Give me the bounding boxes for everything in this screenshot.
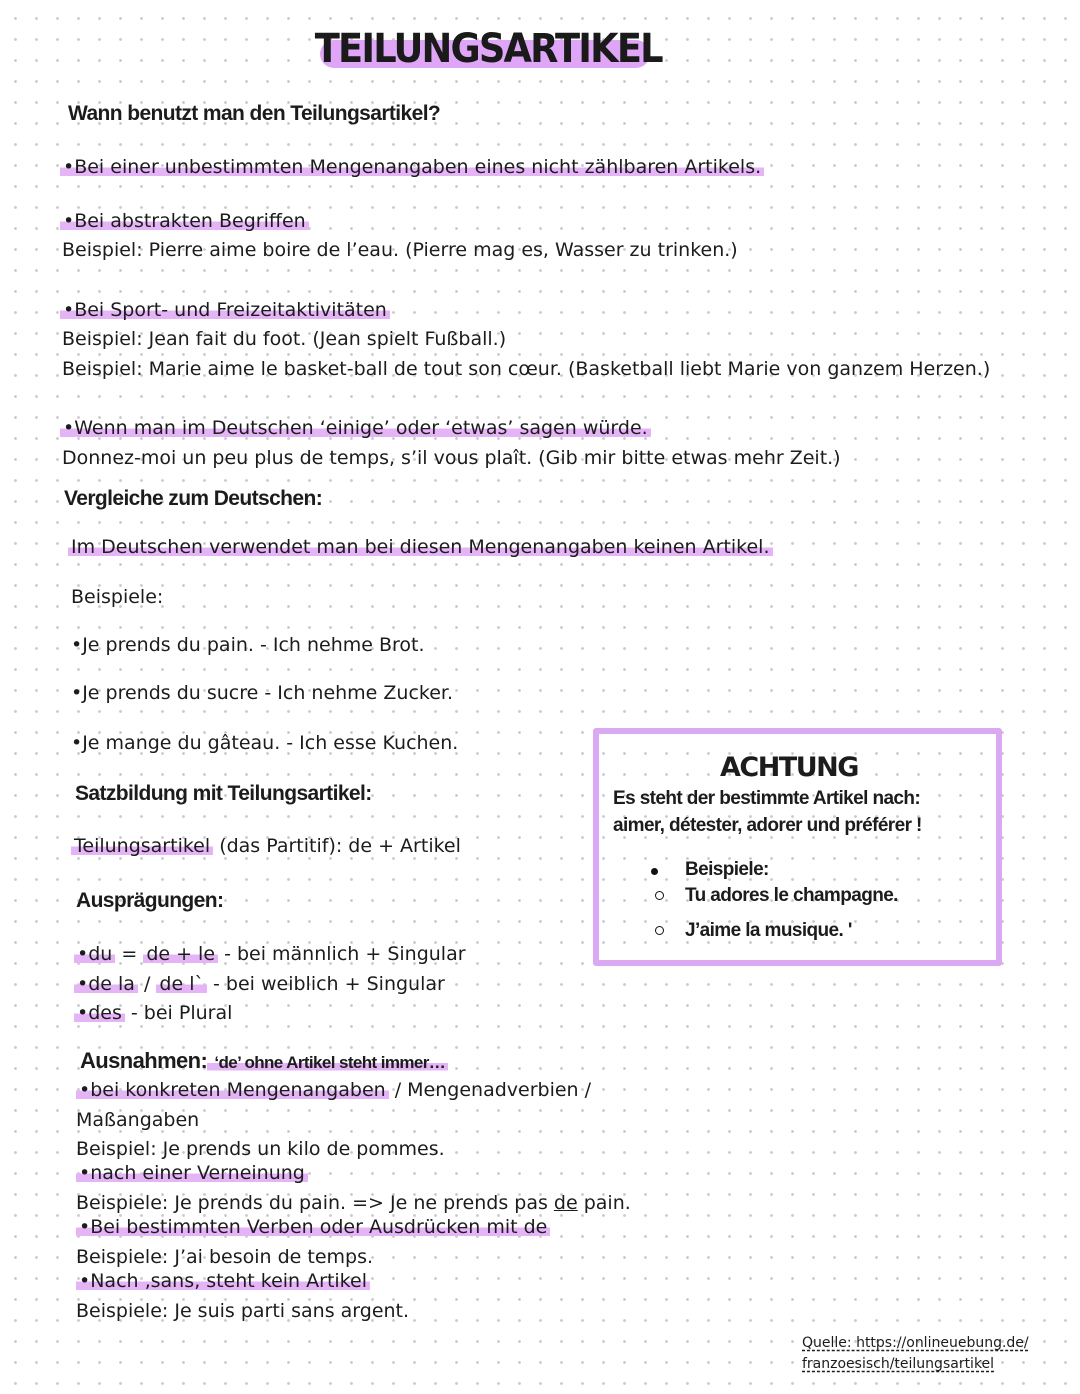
exception-negation: •nach einer Verneinung xyxy=(76,1162,308,1184)
attention-example-1: Tu adores le champagne. xyxy=(685,885,898,906)
exception-quantity-term: •bei konkreten Mengenangaben xyxy=(76,1079,389,1101)
examples-label: Beispiele: xyxy=(71,586,164,608)
exception-sans: •Nach ‚sans‚ steht kein Artikel xyxy=(76,1270,370,1292)
exception-quantity xyxy=(76,1079,591,1101)
bullet-abstract: •Bei abstrakten Begriffen xyxy=(60,210,309,232)
bullet-sport: •Bei Sport- und Freizeitaktivitäten xyxy=(60,299,390,321)
attention-example-2: J’aime la musique. ' xyxy=(685,920,852,941)
comparison-heading: Vergleiche zum Deutschen: xyxy=(64,487,323,510)
exception-quantity-rest: / Mengenadverbien / xyxy=(388,1079,592,1101)
form-des-term: •des xyxy=(74,1002,125,1024)
source-line-1 xyxy=(802,1335,1029,1351)
page-title: TEILUNGSARTIKEL xyxy=(314,26,662,72)
comparison-text: Im Deutschen verwendet man bei diesen Mengenangaben keinen Artikel. xyxy=(68,536,773,558)
form-de-la-desc: - bei weiblich + Singular xyxy=(206,973,445,995)
attention-examples-label: Beispiele: xyxy=(685,859,769,880)
example-sugar: •Je prends du sucre - Ich nehme Zucker. xyxy=(71,682,454,704)
exception-negation-example xyxy=(76,1192,631,1214)
partitif-rule: (das Partitif): de + Artikel xyxy=(213,835,461,857)
form-du-def: de + le xyxy=(143,943,218,965)
form-des xyxy=(74,1002,232,1024)
exception-sans-example: Beispiele: Je suis parti sans argent. xyxy=(76,1300,410,1322)
example-bread: •Je prends du pain. - Ich nehme Brot. xyxy=(71,634,425,656)
example-einige-etwas: Donnez-moi un peu plus de temps, s’il vous plaît. (Gib mir bitte etwas mehr Zeit.) xyxy=(62,447,841,469)
example-sport-2: Beispiel: Marie aime le basket-ball de tout son cœur. (Basketball liebt Marie von ganzem Herzen.) xyxy=(62,358,991,380)
form-de-la-term: •de la xyxy=(74,973,138,995)
form-de-l-term: de l` xyxy=(156,973,207,995)
form-des-desc: - bei Plural xyxy=(124,1002,233,1024)
partitif-line xyxy=(71,835,461,857)
forms-heading: Ausprägungen: xyxy=(76,889,224,912)
attention-title: ACHTUNG xyxy=(720,752,858,783)
exception-quantity-2: Maßangaben xyxy=(76,1109,200,1131)
example-sport-1: Beispiel: Jean fait du foot. (Jean spielt Fußball.) xyxy=(62,328,507,350)
negation-example-a: Beispiele: Je prends du pain. => Je ne prends pas xyxy=(76,1192,554,1214)
form-du-desc: - bei männlich + Singular xyxy=(218,943,466,965)
negation-example-c: pain. xyxy=(577,1192,631,1214)
exception-verbs-example: Beispiele: J’ai besoin de temps. xyxy=(76,1246,374,1268)
exceptions-subtitle: ‘de’ ohne Artikel steht immer… xyxy=(207,1053,448,1072)
source-link-2[interactable]: franzoesisch/teilungsartikel xyxy=(802,1356,995,1372)
bullet-uncountable: •Bei einer unbestimmten Mengenangaben eines nicht zählbaren Artikels. xyxy=(60,156,764,178)
bullet-dot-icon xyxy=(651,868,658,875)
sentence-heading: Satzbildung mit Teilungsartikel: xyxy=(75,782,372,805)
attention-line-2: aimer, détester, adorer und préférer ! xyxy=(613,815,922,836)
source-line-2 xyxy=(802,1356,994,1372)
exception-quantity-example: Beispiel: Je prends un kilo de pommes. xyxy=(76,1138,445,1160)
bullet-einige-etwas: •Wenn man im Deutschen ‘einige’ oder ‘etwas’ sagen würde. xyxy=(60,417,651,439)
attention-line-1: Es steht der bestimmte Artikel nach: xyxy=(613,788,921,809)
bullet-circle-icon xyxy=(655,926,664,935)
form-de-la xyxy=(74,973,445,995)
form-du-eq: = xyxy=(115,943,144,965)
source-link-1[interactable]: Quelle: https://onlineuebung.de/ xyxy=(802,1335,1029,1351)
example-cake: •Je mange du gâteau. - Ich esse Kuchen. xyxy=(71,732,459,754)
form-du xyxy=(74,943,466,965)
exceptions-heading xyxy=(80,1048,448,1074)
question-heading: Wann benutzt man den Teilungsartikel? xyxy=(68,102,441,125)
form-de-la-sep: / xyxy=(137,973,157,995)
form-du-term: •du xyxy=(74,943,115,965)
partitif-term: Teilungsartikel xyxy=(71,835,213,857)
negation-example-de: de xyxy=(553,1192,578,1214)
exception-verbs: •Bei bestimmten Verben oder Ausdrücken mit de xyxy=(76,1216,550,1238)
example-abstract: Beispiel: Pierre aime boire de l’eau. (Pierre mag es, Wasser zu trinken.) xyxy=(62,239,738,261)
bullet-circle-icon xyxy=(655,891,664,900)
exceptions-title: Ausnahmen: xyxy=(80,1048,208,1073)
